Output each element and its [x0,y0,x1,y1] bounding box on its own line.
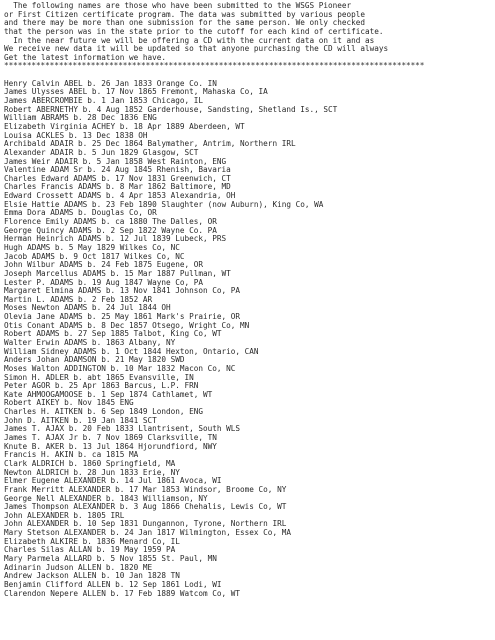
name-record: John ALEXANDER b. 10 Sep 1831 Dungannon, Tyrone, Northern IRL [4,520,287,529]
name-record: William ABRAMS b. 28 Dec 1836 ENG [4,114,157,123]
name-record: Emma Dora ADAMS b. Douglas Co, OR [4,209,157,218]
name-record: Louisa ACKLES b. 13 Dec 1838 OH [4,131,148,140]
name-record: Florence Emily ADAMS b. ca 1880 The Dalles, OR [4,218,217,227]
name-record: Herman Heinrich ADAMS b. 12 Jul 1839 Lubeck, PRS [4,235,227,244]
name-record: Lester P. ADAMS b. 19 Aug 1847 Wayne Co, PA [4,278,204,287]
name-record: Joseph Marcellus ADAMS b. 15 Mar 1887 Pullman, WT [4,269,231,278]
name-record: Newton ALDRICH b. 28 Jun 1833 Erie, NY [4,468,180,477]
name-record: Simon H. ADLER b. abt 1865 Evansville, IN [4,373,194,382]
name-record: Charles Edward ADAMS b. 17 Nov 1831 Greenwich, CT [4,174,231,183]
name-record: Andrew Jackson ALLEN b. 10 Jan 1828 TN [4,572,180,581]
name-record: George Quincy ADAMS b. 2 Sep 1822 Wayne Co. PA [4,226,217,235]
intro-paragraph [4,2,492,62]
name-record: Henry Calvin ABEL b. 26 Jan 1833 Orange Co. IN [4,79,217,88]
name-record: Clarendon Nepere ALLEN b. 17 Feb 1889 Watcom Co, WT [4,589,241,598]
name-record: James Weir ADAIR b. 5 Jan 1858 West Rainton, ENG [4,157,227,166]
name-record: Benjamin Clifford ALLEN b. 12 Sep 1861 Lodi, WI [4,580,222,589]
intro-line: that the person was in the state prior to the cutoff for each kind of certificate. [4,27,384,36]
name-record: Jacob ADAMS b. 9 Oct 1817 Wilkes Co, NC [4,252,185,261]
name-record: Frank Merritt ALEXANDER b. 17 Mar 1853 Windsor, Broome Co, NY [4,485,287,494]
name-record: Francis H. AKIN b. ca 1815 MA [4,451,139,460]
name-record: Olevia Jane ADAMS b. 25 May 1861 Mark's Prairie, OR [4,313,241,322]
name-record: Archibald ADAIR b. 25 Dec 1864 Balymather, Antrim, Northern IRL [4,140,296,149]
name-record: Charles H. AITKEN b. 6 Sep 1849 London, ENG [4,408,204,417]
name-record: Elizabeth ALKIRE b. 1836 Menard Co, IL [4,537,180,546]
name-record: Mary Stetson ALEXANDER b. 24 Jan 1817 Wilmington, Essex Co, MA [4,529,291,538]
name-record: James Thompson ALEXANDER b. 3 Aug 1866 Chehalis, Lewis Co, WT [4,503,287,512]
name-record: John ALEXANDER b. 1805 IRL [4,511,125,520]
name-record: Knute B. AKER b. 13 Jul 1864 Hjorundfiord, NWY [4,442,217,451]
name-record: Valentine ADAM Sr b. 24 Aug 1845 Rhenish, Bavaria [4,166,231,175]
name-record: Charles Francis ADAMS b. 8 Mar 1862 Baltimore, MD [4,183,231,192]
name-record: Elmer Eugene ALEXANDER b. 14 Jul 1861 Avoca, WI [4,477,222,486]
name-record: Martin L. ADAMS b. 2 Feb 1852 AR [4,295,153,304]
name-record: Robert ADAMS b. 27 Sep 1885 Talbot, King Co, WT [4,330,222,339]
intro-line: or First Citizen certificate program. The data was submitted by various people [4,10,366,19]
name-record: Anders Johan ADAMSON b. 21 May 1820 SWD [4,356,185,365]
name-record: Robert ABERNETHY b. 4 Aug 1852 Garderhouse, Sandsting, Shetland Is., SCT [4,105,338,114]
name-record: Elsie Hattie ADAMS b. 23 Feb 1890 Slaughter (now Auburn), King Co, WA [4,200,324,209]
name-record: James T. AJAX Jr b. 7 Nov 1869 Clarksville, TN [4,434,217,443]
name-record: Moses Walton ADDINGTON b. 10 Mar 1832 Macon Co, NC [4,364,236,373]
name-record: Moses Newton ADAMS b. 24 Jul 1844 OH [4,304,171,313]
name-record: Mary Parmela ALLARD b. 5 Nov 1855 St. Paul, MN [4,555,217,563]
intro-line: We receive new data it will be updated so that anyone purchasing the CD will always [4,45,389,54]
name-record: Charles Silas ALLAN b. 19 May 1959 PA [4,546,176,555]
separator-line: ******************************************************************************************** [4,62,425,71]
intro-line: In the near future we will be offering a CD with the current data on it and as [4,36,375,45]
name-record: Edward Crossett ADAMS b. 4 Apr 1853 Alexandria, OH [4,192,236,201]
name-record: John Wilbur ADAMS b. 24 Feb 1875 Eugene, OR [4,261,204,270]
name-record: Peter AGOR b. 25 Apr 1863 Barcus, L.P. FRN [4,382,199,391]
intro-line: The following names are those who have been submitted to the WSGS Pioneer [4,2,352,10]
name-record: Kate AHMOOGAMOOSE b. 1 Sep 1874 Cathlamet, WT [4,390,213,399]
name-record: Adinarin Judson ALLEN b. 1820 ME [4,563,153,572]
intro-line: Get the latest information we have. [4,53,166,62]
name-record: George Nell ALEXANDER b. 1843 Williamson, NY [4,494,208,503]
name-record: Hugh ADAMS b. 5 May 1829 Wilkes Co, NC [4,243,180,252]
name-record: Clark ALDRICH b. 1860 Springfield, MA [4,459,176,468]
name-record: James T. AJAX b. 20 Feb 1833 Llantrisent, South WLS [4,425,241,434]
name-record: Robert AIKEY b. Nov 1845 ENG [4,399,134,408]
name-list [4,80,492,598]
name-record: Walter Erwin ADAMS b. 1863 Albany, NY [4,338,176,347]
name-record: Otis Conant ADAMS b. 8 Dec 1857 Otsego, Wright Co, MN [4,321,250,330]
intro-line: and there may be more than one submission for the same person. We only checked [4,19,366,28]
name-record: John D. AITKEN b. 19 Jan 1841 SCT [4,416,157,425]
name-record: Margaret Elmina ADAMS b. 13 Nov 1841 Johnson Co, PA [4,287,241,296]
document-page [4,2,492,598]
name-record: James ABERCROMBIE b. 1 Jan 1853 Chicago, IL [4,97,204,106]
name-record: Elizabeth Virginia ACHEY b. 18 Apr 1889 Aberdeen, WT [4,122,245,131]
name-record: William Sidney ADAMS b. 1 Oct 1844 Hexton, Ontario, CAN [4,347,259,356]
blank-line [4,71,492,80]
name-record: James Ulysses ABEL b. 17 Nov 1865 Fremont, Mahaska Co, IA [4,88,268,97]
name-record: Alexander ADAIR b. 5 Jun 1829 Glasgow, SCT [4,148,199,157]
